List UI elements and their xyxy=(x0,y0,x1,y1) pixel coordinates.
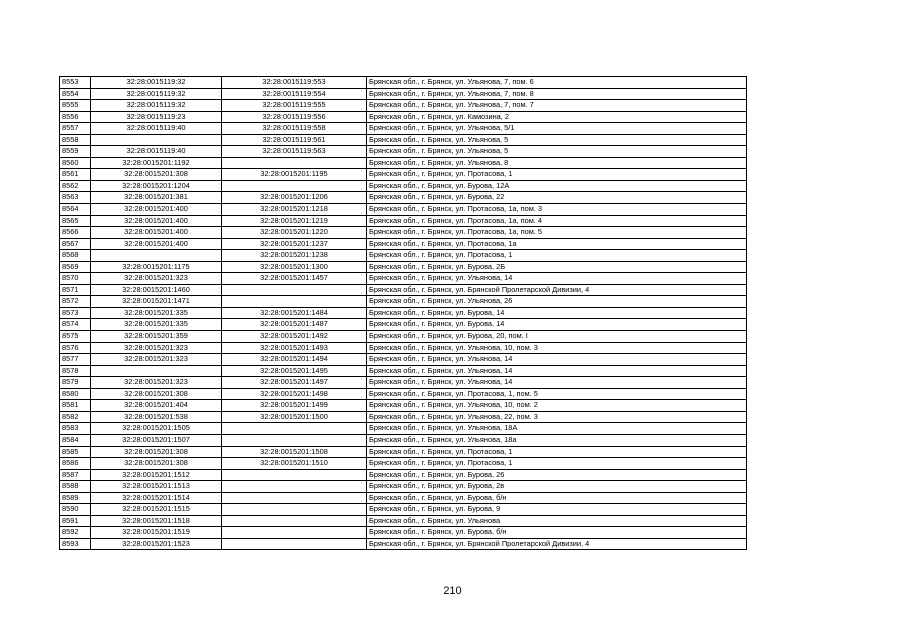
address-cell: Брянская обл., г. Брянск, ул. Ульянова, 14 xyxy=(367,377,747,389)
parent-cadastral-number-cell: 32:28:0015201:308 xyxy=(91,446,222,458)
cadastral-number-cell: 32:28:0015201:1510 xyxy=(222,458,367,470)
cadastral-number-cell: 32:28:0015201:1487 xyxy=(222,319,367,331)
table-row xyxy=(60,261,747,273)
cadastral-number-cell: 32:28:0015119:558 xyxy=(222,123,367,135)
parent-cadastral-number-cell: 32:28:0015201:538 xyxy=(91,411,222,423)
address-cell: Брянская обл., г. Брянск, ул. Ульянова, 8 xyxy=(367,157,747,169)
row-number-cell: 8559 xyxy=(60,146,91,158)
address-cell: Брянская обл., г. Брянск, ул. Ульянова, 7, пом. 8 xyxy=(367,88,747,100)
cadastral-number-cell: 32:28:0015201:1500 xyxy=(222,411,367,423)
row-number-cell: 8567 xyxy=(60,238,91,250)
parent-cadastral-number-cell: 32:28:0015201:323 xyxy=(91,377,222,389)
cadastral-number-cell xyxy=(222,527,367,539)
table-row xyxy=(60,192,747,204)
parent-cadastral-number-cell: 32:28:0015201:308 xyxy=(91,388,222,400)
row-number-cell: 8586 xyxy=(60,458,91,470)
row-number-cell: 8592 xyxy=(60,527,91,539)
row-number-cell: 8593 xyxy=(60,538,91,550)
cadastral-number-cell: 32:28:0015201:1220 xyxy=(222,227,367,239)
cadastral-number-cell: 32:28:0015201:1238 xyxy=(222,250,367,262)
row-number-cell: 8589 xyxy=(60,492,91,504)
address-cell: Брянская обл., г. Брянск, ул. Бурова, б/н xyxy=(367,492,747,504)
table-row xyxy=(60,157,747,169)
row-number-cell: 8557 xyxy=(60,123,91,135)
row-number-cell: 8558 xyxy=(60,134,91,146)
table-row xyxy=(60,446,747,458)
address-cell: Брянская обл., г. Брянск, ул. Камозина, 2 xyxy=(367,111,747,123)
row-number-cell: 8571 xyxy=(60,284,91,296)
parent-cadastral-number-cell: 32:28:0015201:1512 xyxy=(91,469,222,481)
parent-cadastral-number-cell: 32:28:0015201:1514 xyxy=(91,492,222,504)
property-registry-table xyxy=(59,76,747,550)
address-cell: Брянская обл., г. Брянск, ул. Протасова, 1, пом. 5 xyxy=(367,388,747,400)
cadastral-number-cell: 32:28:0015119:563 xyxy=(222,146,367,158)
table-row xyxy=(60,100,747,112)
address-cell: Брянская обл., г. Брянск, ул. Ульянова, 5 xyxy=(367,134,747,146)
table-row xyxy=(60,134,747,146)
cadastral-number-cell: 32:28:0015119:553 xyxy=(222,77,367,89)
table-row xyxy=(60,538,747,550)
parent-cadastral-number-cell: 32:28:0015201:1513 xyxy=(91,481,222,493)
parent-cadastral-number-cell: 32:28:0015119:32 xyxy=(91,77,222,89)
table-row xyxy=(60,469,747,481)
cadastral-number-cell: 32:28:0015201:1237 xyxy=(222,238,367,250)
table-row xyxy=(60,492,747,504)
cadastral-number-cell: 32:28:0015201:1493 xyxy=(222,342,367,354)
cadastral-number-cell: 32:28:0015201:1499 xyxy=(222,400,367,412)
cadastral-number-cell: 32:28:0015119:555 xyxy=(222,100,367,112)
address-cell: Брянская обл., г. Брянск, ул. Бурова, 26 xyxy=(367,469,747,481)
table-row xyxy=(60,481,747,493)
table-row xyxy=(60,250,747,262)
address-cell: Брянская обл., г. Брянск, ул. Ульянова, 22, пом. 3 xyxy=(367,411,747,423)
table-row xyxy=(60,204,747,216)
row-number-cell: 8583 xyxy=(60,423,91,435)
address-cell: Брянская обл., г. Брянск, ул. Протасова, 1а, пом. 3 xyxy=(367,204,747,216)
parent-cadastral-number-cell: 32:28:0015201:381 xyxy=(91,192,222,204)
table-row xyxy=(60,400,747,412)
table-row xyxy=(60,284,747,296)
parent-cadastral-number-cell: 32:28:0015201:400 xyxy=(91,215,222,227)
row-number-cell: 8579 xyxy=(60,377,91,389)
parent-cadastral-number-cell: 32:28:0015201:359 xyxy=(91,331,222,343)
parent-cadastral-number-cell: 32:28:0015119:23 xyxy=(91,111,222,123)
table-row xyxy=(60,423,747,435)
cadastral-number-cell: 32:28:0015201:1498 xyxy=(222,388,367,400)
table-row xyxy=(60,411,747,423)
address-cell: Брянская обл., г. Брянск, ул. Бурова, 22 xyxy=(367,192,747,204)
address-cell: Брянская обл., г. Брянск, ул. Брянской Пролетарской Дивизии, 4 xyxy=(367,284,747,296)
table-row xyxy=(60,238,747,250)
parent-cadastral-number-cell: 32:28:0015119:40 xyxy=(91,146,222,158)
row-number-cell: 8591 xyxy=(60,515,91,527)
cadastral-number-cell: 32:28:0015201:1494 xyxy=(222,354,367,366)
table-row xyxy=(60,354,747,366)
row-number-cell: 8584 xyxy=(60,434,91,446)
row-number-cell: 8564 xyxy=(60,204,91,216)
table-row xyxy=(60,515,747,527)
address-cell: Брянская обл., г. Брянск, ул. Протасова, 1а, пом. 4 xyxy=(367,215,747,227)
table-row xyxy=(60,273,747,285)
table-row xyxy=(60,146,747,158)
address-cell: Брянская обл., г. Брянск, ул. Бурова, 14 xyxy=(367,307,747,319)
row-number-cell: 8574 xyxy=(60,319,91,331)
row-number-cell: 8581 xyxy=(60,400,91,412)
row-number-cell: 8573 xyxy=(60,307,91,319)
cadastral-number-cell: 32:28:0015201:1497 xyxy=(222,377,367,389)
cadastral-number-cell xyxy=(222,492,367,504)
table-row xyxy=(60,434,747,446)
parent-cadastral-number-cell: 32:28:0015201:308 xyxy=(91,458,222,470)
address-cell: Брянская обл., г. Брянск, ул. Ульянова, 14 xyxy=(367,273,747,285)
parent-cadastral-number-cell: 32:28:0015201:1471 xyxy=(91,296,222,308)
address-cell: Брянская обл., г. Брянск, ул. Ульянова, 5 xyxy=(367,146,747,158)
cadastral-number-cell xyxy=(222,504,367,516)
cadastral-number-cell: 32:28:0015201:1495 xyxy=(222,365,367,377)
row-number-cell: 8560 xyxy=(60,157,91,169)
parent-cadastral-number-cell: 32:28:0015201:1518 xyxy=(91,515,222,527)
address-cell: Брянская обл., г. Брянск, ул. Ульянова, 18А xyxy=(367,423,747,435)
address-cell: Брянская обл., г. Брянск, ул. Протасова, 1 xyxy=(367,250,747,262)
address-cell: Брянская обл., г. Брянск, ул. Протасова, 1а, пом. 5 xyxy=(367,227,747,239)
row-number-cell: 8587 xyxy=(60,469,91,481)
address-cell: Брянская обл., г. Брянск, ул. Бурова, 20, пом. I xyxy=(367,331,747,343)
table-row xyxy=(60,77,747,89)
address-cell: Брянская обл., г. Брянск, ул. Протасова, 1а xyxy=(367,238,747,250)
table-row xyxy=(60,342,747,354)
cadastral-number-cell: 32:28:0015201:1300 xyxy=(222,261,367,273)
row-number-cell: 8568 xyxy=(60,250,91,262)
address-cell: Брянская обл., г. Брянск, ул. Протасова, 1 xyxy=(367,169,747,181)
row-number-cell: 8588 xyxy=(60,481,91,493)
parent-cadastral-number-cell: 32:28:0015201:323 xyxy=(91,273,222,285)
address-cell: Брянская обл., г. Брянск, ул. Ульянова xyxy=(367,515,747,527)
parent-cadastral-number-cell: 32:28:0015201:1519 xyxy=(91,527,222,539)
cadastral-number-cell: 32:28:0015201:1195 xyxy=(222,169,367,181)
table-row xyxy=(60,215,747,227)
cadastral-number-cell xyxy=(222,157,367,169)
table-row xyxy=(60,527,747,539)
address-cell: Брянская обл., г. Брянск, ул. Ульянова, 26 xyxy=(367,296,747,308)
cadastral-number-cell: 32:28:0015201:1218 xyxy=(222,204,367,216)
table-row xyxy=(60,365,747,377)
row-number-cell: 8561 xyxy=(60,169,91,181)
table-row xyxy=(60,307,747,319)
cadastral-number-cell: 32:28:0015201:1492 xyxy=(222,331,367,343)
address-cell: Брянская обл., г. Брянск, ул. Ульянова, 5/1 xyxy=(367,123,747,135)
address-cell: Брянская обл., г. Брянск, ул. Бурова, 2в xyxy=(367,481,747,493)
row-number-cell: 8555 xyxy=(60,100,91,112)
address-cell: Брянская обл., г. Брянск, ул. Брянской Пролетарской Дивизии, 4 xyxy=(367,538,747,550)
table-row xyxy=(60,504,747,516)
table-row xyxy=(60,180,747,192)
row-number-cell: 8562 xyxy=(60,180,91,192)
cadastral-number-cell xyxy=(222,469,367,481)
registry-table-body xyxy=(60,77,747,550)
parent-cadastral-number-cell: 32:28:0015119:32 xyxy=(91,88,222,100)
row-number-cell: 8577 xyxy=(60,354,91,366)
address-cell: Брянская обл., г. Брянск, ул. Бурова, 12А xyxy=(367,180,747,192)
address-cell: Брянская обл., г. Брянск, ул. Бурова, б/н xyxy=(367,527,747,539)
row-number-cell: 8575 xyxy=(60,331,91,343)
row-number-cell: 8576 xyxy=(60,342,91,354)
cadastral-number-cell: 32:28:0015201:1484 xyxy=(222,307,367,319)
cadastral-number-cell xyxy=(222,434,367,446)
parent-cadastral-number-cell: 32:28:0015201:400 xyxy=(91,204,222,216)
parent-cadastral-number-cell: 32:28:0015201:404 xyxy=(91,400,222,412)
parent-cadastral-number-cell: 32:28:0015201:400 xyxy=(91,227,222,239)
parent-cadastral-number-cell: 32:28:0015119:32 xyxy=(91,100,222,112)
row-number-cell: 8590 xyxy=(60,504,91,516)
cadastral-number-cell xyxy=(222,515,367,527)
parent-cadastral-number-cell: 32:28:0015201:1523 xyxy=(91,538,222,550)
parent-cadastral-number-cell: 32:28:0015201:308 xyxy=(91,169,222,181)
cadastral-number-cell xyxy=(222,538,367,550)
parent-cadastral-number-cell xyxy=(91,365,222,377)
parent-cadastral-number-cell: 32:28:0015201:1460 xyxy=(91,284,222,296)
address-cell: Брянская обл., г. Брянск, ул. Протасова, 1 xyxy=(367,446,747,458)
address-cell: Брянская обл., г. Брянск, ул. Бурова, 9 xyxy=(367,504,747,516)
row-number-cell: 8569 xyxy=(60,261,91,273)
cadastral-number-cell xyxy=(222,180,367,192)
cadastral-number-cell: 32:28:0015119:554 xyxy=(222,88,367,100)
parent-cadastral-number-cell: 32:28:0015201:1204 xyxy=(91,180,222,192)
address-cell: Брянская обл., г. Брянск, ул. Ульянова, 7, пом. 7 xyxy=(367,100,747,112)
table-row xyxy=(60,388,747,400)
parent-cadastral-number-cell: 32:28:0015201:1515 xyxy=(91,504,222,516)
table-row xyxy=(60,169,747,181)
page-number: 210 xyxy=(443,585,462,597)
parent-cadastral-number-cell: 32:28:0015201:323 xyxy=(91,354,222,366)
cadastral-number-cell xyxy=(222,296,367,308)
address-cell: Брянская обл., г. Брянск, ул. Ульянова, 7, пом. 6 xyxy=(367,77,747,89)
row-number-cell: 8585 xyxy=(60,446,91,458)
parent-cadastral-number-cell: 32:28:0015201:1192 xyxy=(91,157,222,169)
table-row xyxy=(60,296,747,308)
parent-cadastral-number-cell: 32:28:0015201:323 xyxy=(91,342,222,354)
row-number-cell: 8580 xyxy=(60,388,91,400)
row-number-cell: 8556 xyxy=(60,111,91,123)
row-number-cell: 8563 xyxy=(60,192,91,204)
row-number-cell: 8554 xyxy=(60,88,91,100)
address-cell: Брянская обл., г. Брянск, ул. Бурова, 2Б xyxy=(367,261,747,273)
address-cell: Брянская обл., г. Брянск, ул. Ульянова, 18а xyxy=(367,434,747,446)
cadastral-number-cell: 32:28:0015201:1457 xyxy=(222,273,367,285)
cadastral-number-cell: 32:28:0015201:1219 xyxy=(222,215,367,227)
table-row xyxy=(60,458,747,470)
table-row xyxy=(60,227,747,239)
row-number-cell: 8578 xyxy=(60,365,91,377)
address-cell: Брянская обл., г. Брянск, ул. Протасова, 1 xyxy=(367,458,747,470)
row-number-cell: 8570 xyxy=(60,273,91,285)
parent-cadastral-number-cell: 32:28:0015201:400 xyxy=(91,238,222,250)
row-number-cell: 8582 xyxy=(60,411,91,423)
address-cell: Брянская обл., г. Брянск, ул. Ульянова, 10, пом. 3 xyxy=(367,342,747,354)
cadastral-number-cell: 32:28:0015201:1508 xyxy=(222,446,367,458)
table-row xyxy=(60,319,747,331)
table-row xyxy=(60,88,747,100)
table-row xyxy=(60,377,747,389)
parent-cadastral-number-cell: 32:28:0015201:1175 xyxy=(91,261,222,273)
table-row xyxy=(60,111,747,123)
parent-cadastral-number-cell: 32:28:0015119:40 xyxy=(91,123,222,135)
parent-cadastral-number-cell xyxy=(91,134,222,146)
address-cell: Брянская обл., г. Брянск, ул. Ульянова, 10, пом. 2 xyxy=(367,400,747,412)
address-cell: Брянская обл., г. Брянск, ул. Ульянова, 14 xyxy=(367,365,747,377)
row-number-cell: 8572 xyxy=(60,296,91,308)
table-row xyxy=(60,331,747,343)
address-cell: Брянская обл., г. Брянск, ул. Бурова, 14 xyxy=(367,319,747,331)
cadastral-number-cell: 32:28:0015119:556 xyxy=(222,111,367,123)
cadastral-number-cell: 32:28:0015119:561 xyxy=(222,134,367,146)
table-row xyxy=(60,123,747,135)
row-number-cell: 8566 xyxy=(60,227,91,239)
cadastral-number-cell xyxy=(222,423,367,435)
address-cell: Брянская обл., г. Брянск, ул. Ульянова, 14 xyxy=(367,354,747,366)
parent-cadastral-number-cell: 32:28:0015201:335 xyxy=(91,307,222,319)
parent-cadastral-number-cell: 32:28:0015201:1505 xyxy=(91,423,222,435)
row-number-cell: 8553 xyxy=(60,77,91,89)
cadastral-number-cell: 32:28:0015201:1206 xyxy=(222,192,367,204)
cadastral-number-cell xyxy=(222,284,367,296)
parent-cadastral-number-cell: 32:28:0015201:335 xyxy=(91,319,222,331)
parent-cadastral-number-cell xyxy=(91,250,222,262)
row-number-cell: 8565 xyxy=(60,215,91,227)
parent-cadastral-number-cell: 32:28:0015201:1507 xyxy=(91,434,222,446)
cadastral-number-cell xyxy=(222,481,367,493)
